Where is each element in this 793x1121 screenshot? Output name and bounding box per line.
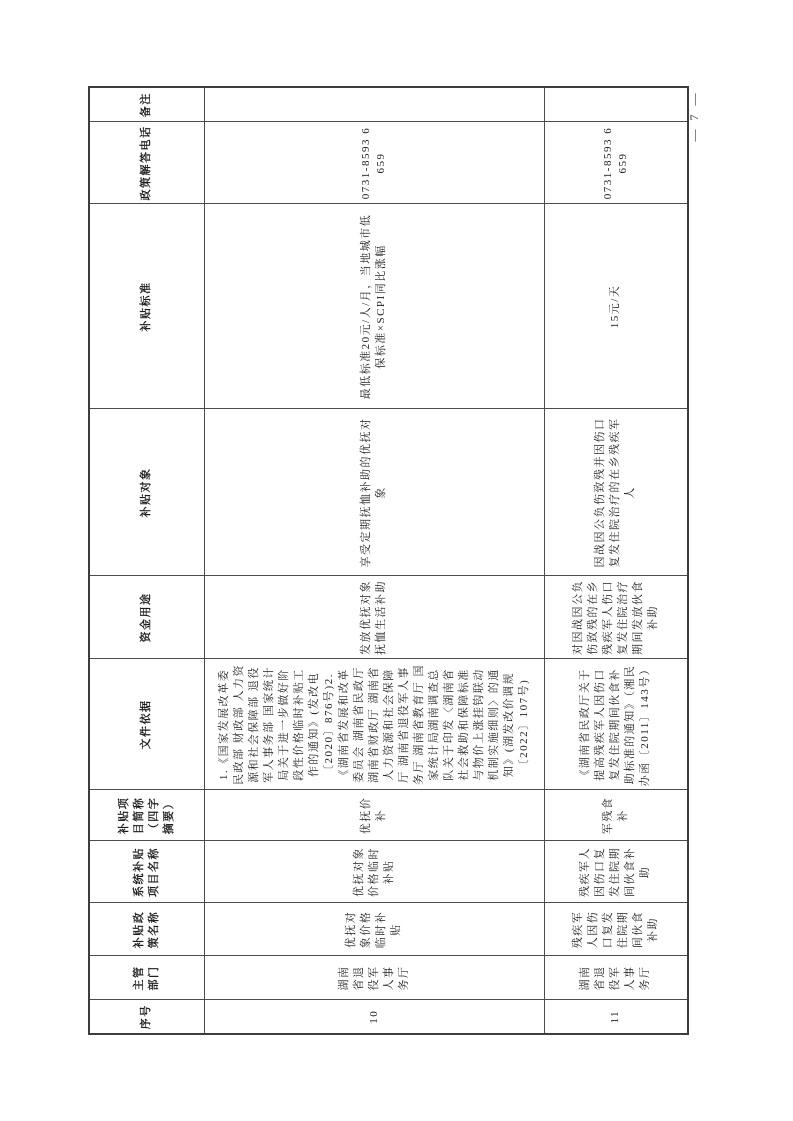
cell-r10-abbreviation: 优抚价补	[204, 790, 544, 841]
header-subsidy-target: 补贴对象	[89, 409, 204, 576]
table-row-11	[544, 87, 688, 1034]
cell-r10-subsidy-target: 享受定期抚恤补助的优抚对象	[204, 409, 544, 576]
cell-r10-subsidy-standard: 最低标准20元/人/月，当地城市低保标准×SCPI同比涨幅	[204, 204, 544, 409]
cell-r10-fund-use: 发放优抚对象抚恤生活补助	[204, 576, 544, 659]
cell-r10-remark	[204, 87, 544, 122]
header-abbreviation: 补贴项目简称（四字摘要）	[89, 790, 204, 841]
cell-r11-subsidy-standard: 15元/天	[544, 204, 688, 409]
header-department: 主管部门	[89, 956, 204, 1000]
cell-r11-abbreviation: 军残食补	[544, 790, 688, 841]
cell-r11-policy-phone: 0731-8593 6659	[544, 122, 688, 204]
cell-r10-serial: 10	[204, 1000, 544, 1034]
cell-r11-system-project-name: 残疾军人因伤口复发住院期间伙食补助	[544, 841, 688, 903]
header-policy-phone: 政策解答电话	[89, 122, 204, 204]
cell-r11-remark	[544, 87, 688, 122]
cell-r10-policy-phone: 0731-8593 6659	[204, 122, 544, 204]
header-serial-number: 序号	[89, 1000, 204, 1034]
header-system-project-name: 系统补贴项目名称	[89, 841, 204, 903]
subsidy-policy-table	[88, 86, 689, 1035]
cell-r11-fund-use: 对因战因公负伤致残的在乡残疾军人伤口复发住院治疗期间发放伙食补助	[544, 576, 688, 659]
cell-r10-system-project-name: 优抚对象价格临时补贴	[204, 841, 544, 903]
cell-r11-policy-name: 残疾军人因伤口复发住院期间伙食补助	[544, 903, 688, 956]
cell-r10-policy-name: 优抚对象价格临时补贴	[204, 903, 544, 956]
header-fund-use: 资金用途	[89, 576, 204, 659]
page-number: — 7 —	[687, 90, 701, 142]
cell-r11-serial: 11	[544, 1000, 688, 1034]
header-policy-name: 补贴政策名称	[89, 903, 204, 956]
header-subsidy-standard: 补贴标准	[89, 204, 204, 409]
table-header-row	[89, 87, 204, 1034]
header-document-basis: 文件依据	[89, 659, 204, 790]
cell-r11-subsidy-target: 因战因公负伤致残并因伤口复发住院治疗的在乡残疾军人	[544, 409, 688, 576]
cell-r11-department: 湖南省退役军人事务厅	[544, 956, 688, 1000]
cell-r11-document-basis: 《湖南省民政厅关于提高残疾军人因伤口复发住院期间伙食补助标准的通知》（湘民办函〔2011〕143号）	[544, 659, 688, 790]
table-row-10	[204, 87, 544, 1034]
header-remark: 备注	[89, 87, 204, 122]
cell-r10-department: 湖南省退役军人事务厅	[204, 956, 544, 1000]
cell-r10-document-basis: 1.《国家发展改革委 民政部 财政部 人力资源和社会保障部 退役军人事务部 国家统计局关于进一步做好阶段性价格临时补贴工作的通知》(发改电〔2020〕876号)2.《湖南省发展和改革委员会 湖南省民政厅 湖南省财政厅 湖南省人力资源和社会保障厅 湖南省退役军人事务厅 湖南省教育厅 国家统计局湖南调查总队关于印发〈湖南省社会救助和保障标准与物价上涨挂钩联动机制实施细则〉的通知》(湖发改价调规〔2022〕107号)	[204, 659, 544, 790]
